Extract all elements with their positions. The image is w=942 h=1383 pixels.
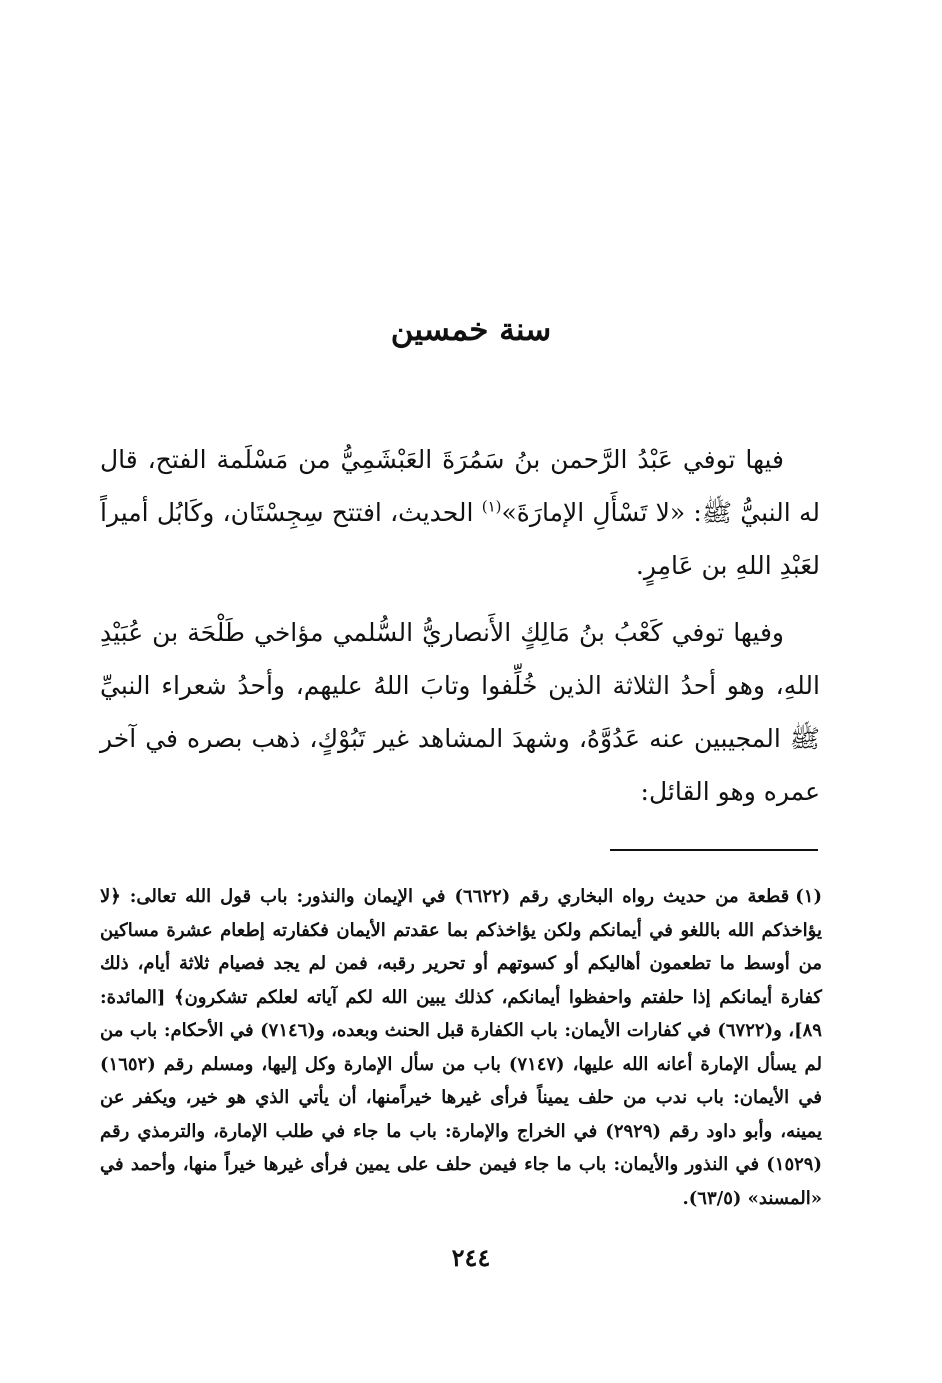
paragraph-first bbox=[100, 433, 820, 592]
footnote bbox=[100, 880, 822, 1215]
footnote-reference: (١) bbox=[481, 497, 502, 516]
paragraph-first-text: فيها توفي عَبْدُ الرَّحمن بنُ سَمُرَةَ العَبْشَمِيُّ من مَسْلَمة الفتح، قال له النبيُّ ﷺ: «لا تَسْأَلِ الإمارَةَ» bbox=[100, 445, 820, 527]
paragraph-second: وفيها توفي كَعْبُ بنُ مَالِكٍ الأَنصاريُّ السُّلمي مؤاخي طَلْحَة بن عُبَيْدِ اللهِ، وهو أحدُ الثلاثة الذين خُلِّفوا وتابَ اللهُ عليهم، وأحدُ شعراء النبيِّ ﷺ المجيبين عنه عَدُوَّهُ، وشهدَ المشاهد غير تَبُوْكٍ، ذهب بصره في آخر عمره وهو القائل: bbox=[100, 618, 820, 806]
footnote-divider bbox=[610, 849, 818, 851]
paragraph-first-text-continued: الحديث، افتتح سِجِسْتَان، وكَابُل أميراً لعَبْدِ اللهِ بن عَامِرٍ. bbox=[100, 498, 820, 580]
chapter-title: سنة خمسين bbox=[390, 312, 552, 348]
main-text bbox=[100, 433, 820, 818]
footnote-marker: (١) bbox=[795, 886, 822, 907]
page-number: ٢٤٤ bbox=[451, 1243, 491, 1272]
footnote-text: قطعة من حديث رواه البخاري رقم (٦٦٢٢) في الإيمان والنذور: باب قول الله تعالى: ﴿لا يؤاخذكم الله باللغو في أيمانكم ولكن يؤاخذكم بما عقدتم الأيمان فكفارته إطعام عشرة مساكين من أوسط ما تطعمون أهاليكم أو كسوتهم أو تحرير رقبه، فمن لم يجد فصيام ثلاثة أيام، ذلك كفارة أيمانكم إذا حلفتم واحفظوا أيمانكم، كذلك يبين الله لكم آياته لعلكم تشكرون﴾ [المائدة: ٨٩]، و(٦٧٢٢) في كفارات الأيمان: باب الكفارة قبل الحنث وبعده، و(٧١٤٦) في الأحكام: باب من لم يسأل الإمارة أعانه الله عليها، (٧١٤٧) باب من سأل الإمارة وكل إليها، ومسلم رقم (١٦٥٢) في الأيمان: باب ندب من حلف يميناً فرأى غيرها خيراًمنها، أن يأتي الذي هو خير، ويكفر عن يمينه، وأبو داود رقم (٢٩٢٩) في الخراج والإمارة: باب ما جاء في طلب الإمارة، والترمذي رقم (١٥٢٩) في النذور والأيمان: باب ما جاء فيمن حلف على يمين فرأى غيرها خيراً منها، وأحمد في «المسند» (٦٣/٥). bbox=[100, 886, 822, 1209]
